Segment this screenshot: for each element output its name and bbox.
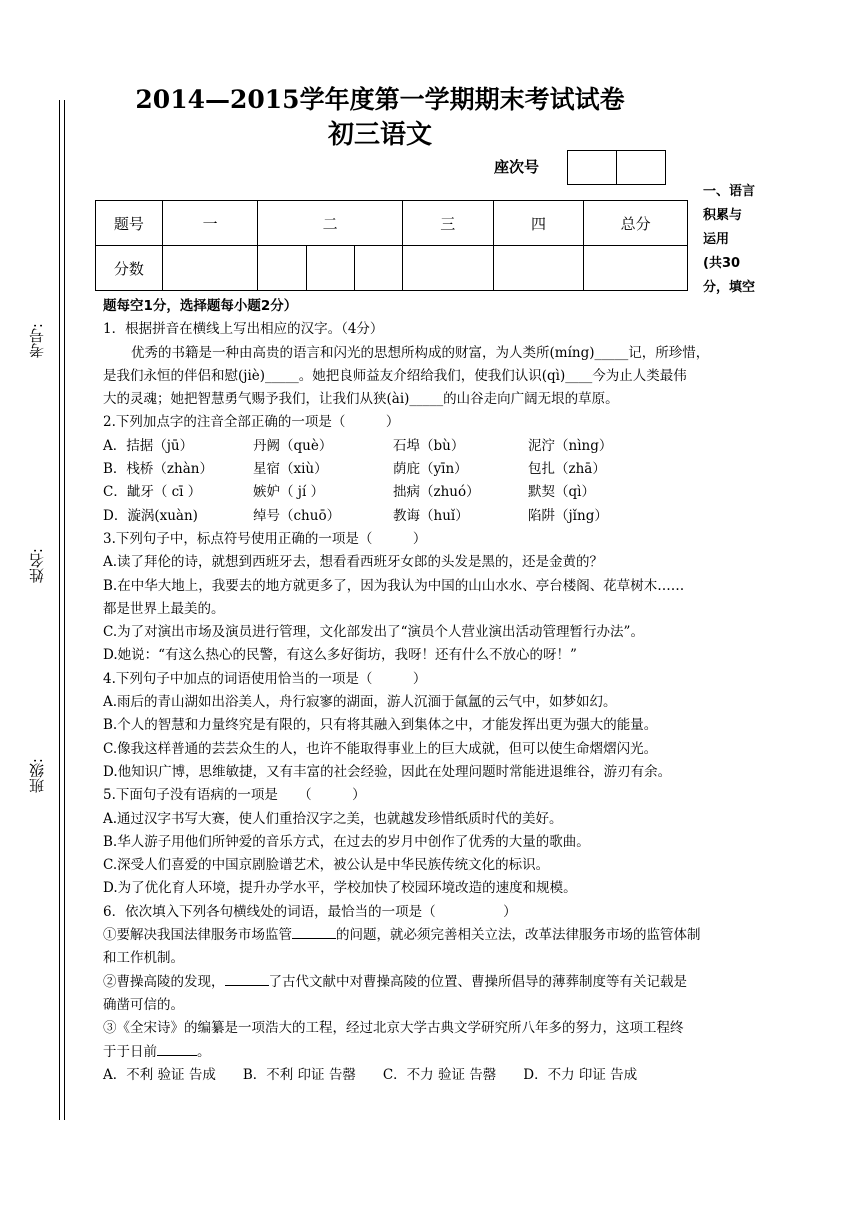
q2-option-item: D．漩涡(xuàn) xyxy=(103,507,198,524)
q2-option-item: 默契（qì） xyxy=(528,484,595,501)
score-header-part4: 四 xyxy=(493,201,584,246)
q1-passage-line: 大的灵魂；她把智慧勇气赐予我们，让我们从狭(ài)_____的山谷走向广阔无垠的草原。 xyxy=(103,391,619,408)
q2-option-item: 丹阙（què） xyxy=(253,437,333,454)
q3-option-b: B.在中华大地上，我要去的地方就更多了，因为我认为中国的山山水水、亭台楼阁、花草树木…… xyxy=(103,577,685,594)
score-row-label: 分数 xyxy=(96,246,163,291)
q6-s2-text: ②曹操高陵的发现， xyxy=(103,973,225,990)
q5-option-c: C.深受人们喜爱的中国京剧脸谱艺术，被公认是中华民族传统文化的标识。 xyxy=(103,857,550,874)
q1-passage-line: 优秀的书籍是一种由高贵的语言和闪光的思想所构成的财富，为人类所(míng)_____记，所珍惜， xyxy=(131,344,710,361)
q6-s1-text: ①要解决我国法律服务市场监管 xyxy=(103,927,292,944)
q6-sentence-3: ③《全宋诗》的编纂是一项浩大的工程，经过北京大学古典文学研究所八年多的努力，这项工程终 xyxy=(103,1020,684,1037)
q2-option-item: 石埠（bù） xyxy=(393,437,465,454)
q2-stem: 2.下列加点字的注音全部正确的一项是（ ） xyxy=(103,414,400,431)
section1-heading-line: 一、语言 xyxy=(703,184,756,199)
score-cell-part3[interactable] xyxy=(402,246,493,291)
q2-option-item: 教诲（huǐ） xyxy=(393,507,469,524)
q1-stem: 1．根据拼音在横线上写出相应的汉字。（4分） xyxy=(103,321,384,338)
seat-number-box-1[interactable] xyxy=(567,150,617,185)
q4-option-c: C.像我这样普通的芸芸众生的人，也许不能取得事业上的巨大成就，但可以使生命熠熠闪光。 xyxy=(103,740,658,757)
q2-option-row xyxy=(103,505,760,528)
subject-title: 初三语文 xyxy=(327,120,432,150)
q6-s1-cont: 和工作机制。 xyxy=(103,950,184,967)
score-cell-part4[interactable] xyxy=(493,246,584,291)
seat-number-label: 座次号 xyxy=(494,158,540,176)
seat-number-box-2[interactable] xyxy=(616,150,666,185)
q3-option-c: C.为了对演出市场及演员进行管理，文化部发出了“演员个人营业演出活动管理暂行办法”。 xyxy=(103,624,644,641)
q5-option-b: B.华人游子用他们所钟爱的音乐方式，在过去的岁月中创作了优秀的大量的歌曲。 xyxy=(103,833,590,850)
q4-option-d: D.他知识广博，思维敏捷，又有丰富的社会经验，因此在处理问题时常能进退维谷，游刃有余。 xyxy=(103,763,672,780)
score-cell-part2-b[interactable] xyxy=(307,246,355,291)
q6-options: A．不利 验证 告成 B．不利 印证 告罄 C．不力 验证 告罄 D．不力 印证 告成 xyxy=(103,1066,638,1083)
q2-option-item: 荫庇（yīn） xyxy=(393,461,468,478)
score-cell-total[interactable] xyxy=(584,246,688,291)
score-header-part3: 三 xyxy=(402,201,493,246)
q5-option-a: A.通过汉字书写大赛，使人们重拾汉字之美，也就越发珍惜纸质时代的美好。 xyxy=(103,810,563,827)
q6-s3-cont xyxy=(103,1041,760,1064)
q6-s1-text: 的问题，就必须完善相关立法，改革法律服务市场的监管体制 xyxy=(336,927,701,944)
q6-blank-2[interactable] xyxy=(225,985,269,986)
q6-sentence-2 xyxy=(103,971,760,994)
q4-option-a: A.雨后的青山湖如出浴美人，舟行寂寥的湖面，游人沉湎于氤氲的云气中，如梦如幻。 xyxy=(103,694,617,711)
q6-s2-cont: 确凿可信的。 xyxy=(103,996,184,1013)
section1-heading-line: (共30 xyxy=(703,256,741,271)
score-header-question: 题号 xyxy=(96,201,163,246)
q2-option-row xyxy=(103,458,760,481)
q6-s3-text: 于于日前 xyxy=(103,1043,157,1060)
q2-option-item: 包扎（zhā） xyxy=(528,461,606,478)
q5-option-d: D.为了优化育人环境，提升办学水平，学校加快了校园环境改造的速度和规模。 xyxy=(103,880,577,897)
q6-s2-text: 了古代文献中对曹操高陵的位置、曹操所倡导的薄葬制度等有关记载是 xyxy=(268,973,687,990)
score-header-part2: 二 xyxy=(258,201,402,246)
q2-option-item: C．龇牙（ cī ） xyxy=(103,484,202,501)
q2-option-item: 绰号（chuō） xyxy=(253,507,341,524)
score-header-total: 总分 xyxy=(584,201,688,246)
score-cell-part2-a[interactable] xyxy=(258,246,307,291)
section1-heading-line: 分，填空 xyxy=(703,280,756,295)
q6-sentence-1 xyxy=(103,924,760,947)
section1-heading xyxy=(703,180,763,300)
q6-blank-3[interactable] xyxy=(157,1055,197,1056)
q2-option-item: 嫉妒（ jí ） xyxy=(253,484,325,501)
q3-option-a: A.读了拜伦的诗，就想到西班牙去，想看看西班牙女郎的头发是黑的，还是金黄的？ xyxy=(103,554,604,571)
q6-stem: 6．依次填入下列各句横线处的词语，最恰当的一项是（ ） xyxy=(103,903,517,920)
q2-option-item: 拙病（zhuó） xyxy=(393,484,480,501)
q2-option-item: B．栈桥（zhàn） xyxy=(103,461,213,478)
name-label: 姓名: xyxy=(30,545,50,586)
score-table xyxy=(95,200,688,291)
q2-option-item: A．拮据（jū） xyxy=(103,437,194,454)
q6-blank-1[interactable] xyxy=(292,938,336,939)
exam-number-label: 考号: xyxy=(30,320,50,361)
q2-option-item: 陷阱（jǐng） xyxy=(528,507,608,524)
q3-option-b-cont: 都是世界上最美的。 xyxy=(103,600,225,617)
question-content xyxy=(103,295,760,1087)
q4-option-b: B.个人的智慧和力量终究是有限的，只有将其融入到集体之中，才能发挥出更为强大的能量。 xyxy=(103,717,658,734)
score-header-part1: 一 xyxy=(162,201,258,246)
q2-option-row xyxy=(103,481,760,504)
q2-option-item: 星宿（xiù） xyxy=(253,461,328,478)
q6-s3-text: 。 xyxy=(197,1043,211,1060)
section1-heading-cont: 题每空1分，选择题每小题2分） xyxy=(103,298,298,314)
q2-option-item: 泥泞（nìng） xyxy=(528,437,613,454)
section1-heading-line: 运用 xyxy=(703,232,730,247)
q4-stem: 4.下列句子中加点的词语使用恰当的一项是（ ） xyxy=(103,670,427,687)
class-label: 班级: xyxy=(30,755,50,796)
binding-line-inner xyxy=(64,100,65,1120)
section1-heading-line: 积累与 xyxy=(703,208,743,223)
binding-line-outer xyxy=(59,100,60,1120)
score-cell-part1[interactable] xyxy=(162,246,258,291)
q2-option-row xyxy=(103,435,760,458)
exam-title: 2014—2015学年度第一学期期末考试试卷 xyxy=(135,85,625,114)
q3-stem: 3.下列句子中，标点符号使用正确的一项是（ ） xyxy=(103,530,427,547)
q3-option-d: D.她说：“有这么热心的民警，有这么多好街坊，我呀！还有什么不放心的呀！” xyxy=(103,647,577,664)
q1-passage-line: 是我们永恒的伴侣和慰(jiè)_____。她把良师益友介绍给我们，使我们认识(qì)____今为止人类最伟 xyxy=(103,367,687,384)
q5-stem: 5.下面句子没有语病的一项是 （ ） xyxy=(103,787,366,804)
score-cell-part2-c[interactable] xyxy=(355,246,403,291)
